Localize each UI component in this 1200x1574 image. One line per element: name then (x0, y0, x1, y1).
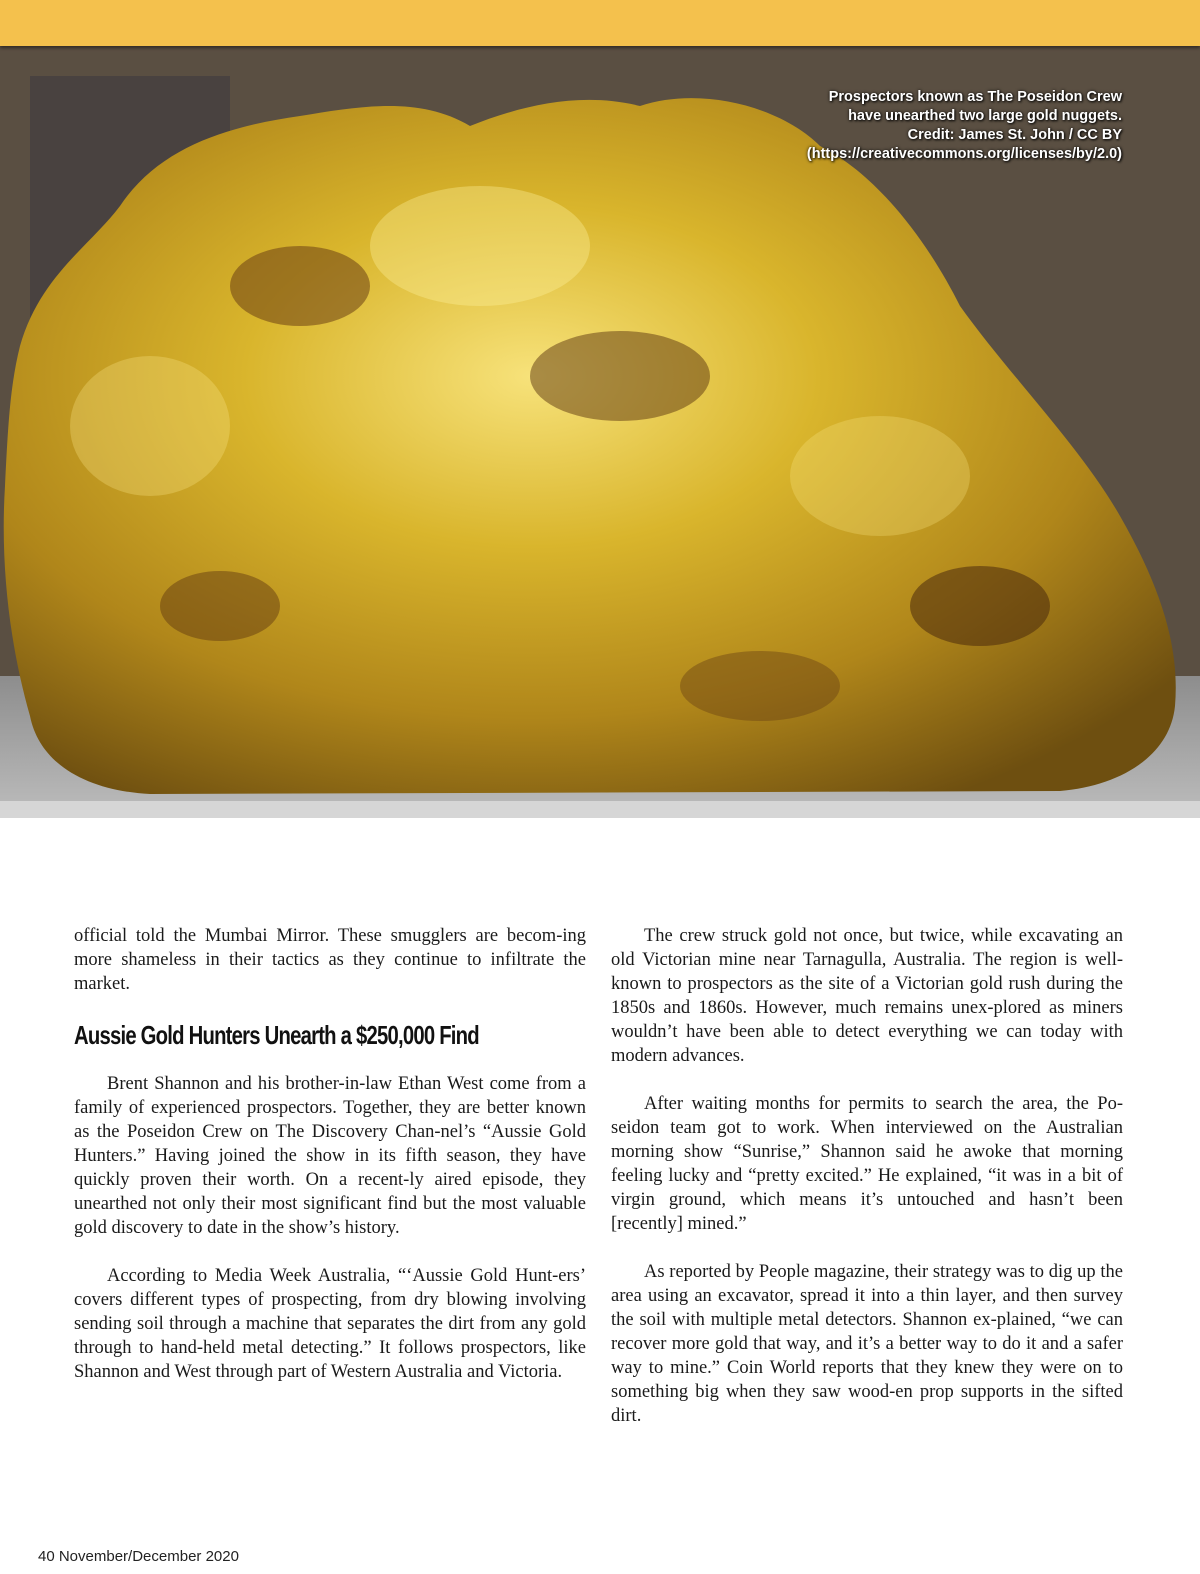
top-color-bar (0, 0, 1200, 46)
article-paragraph: According to Media Week Australia, “‘Aussie Gold Hunt-ers’ covers different types of prospecting, from dry blowing involving sending soil through a machine that separates the dirt from any gold through to hand-held metal detecting.” It follows prospectors, like Shannon and West through part of Western Australia and Victoria. (74, 1266, 586, 1382)
gold-nugget-photo (0, 46, 1200, 818)
article-heading: Aussie Gold Hunters Unearth a $250,000 Find (74, 1020, 479, 1050)
article-paragraph: official told the Mumbai Mirror. These smugglers are becom-ing more shameless in their tactics as they continue to infiltrate the market. (74, 926, 586, 994)
caption-line: have unearthed two large gold nuggets. (848, 108, 1122, 124)
article-paragraph: After waiting months for permits to search the area, the Po-seidon team got to work. When interviewed on the Australian morning show “Sunrise,” Shannon said he awoke that morning feeling lucky and “pretty excited.” He explained, “it was in a bit of virgin ground, which means it’s untouched and hasn’t been [recently] mined.” (611, 1094, 1123, 1234)
article-paragraph: Brent Shannon and his brother-in-law Ethan West come from a family of experienced prospectors. Together, they are better known as the Poseidon Crew on The Discovery Chan-nel’s “Aussie Gold Hunters.” Having joined the show in its fifth season, they have quickly proven their worth. On a recent-ly aired episode, they unearthed not only their most significant find but the most valuable gold discovery to date in the show’s history. (74, 1074, 586, 1238)
article-column-right (611, 924, 1123, 1452)
article-paragraph: The crew struck gold not once, but twice, while excavating an old Victorian mine near Tarnagulla, Australia. The region is well-known to prospectors as the site of a Victorian gold rush during the 1850s and 1860s. However, much remains unex-plored as miners wouldn’t have been able to detect everything we can today with modern advances. (611, 926, 1123, 1066)
caption-credit: Credit: James St. John / CC BY (907, 127, 1122, 143)
article-column-left (74, 924, 586, 1408)
article-paragraph: As reported by People magazine, their strategy was to dig up the area using an excavator, spread it into a thin layer, and then survey the soil with multiple metal detectors. Shannon ex-plained, “we can recover more gold that way, and it’s a better way to do it and a safer way to mine.” Coin World reports that they knew they were on to something big when they saw wood-en prop supports in the sifted dirt. (611, 1262, 1123, 1426)
caption-line: Prospectors known as The Poseidon Crew (828, 89, 1122, 105)
page-footer: 40 November/December 2020 (38, 1548, 239, 1565)
photo-caption (702, 88, 1122, 164)
caption-license-url: (https://creativecommons.org/licenses/by/2.0) (806, 146, 1122, 162)
